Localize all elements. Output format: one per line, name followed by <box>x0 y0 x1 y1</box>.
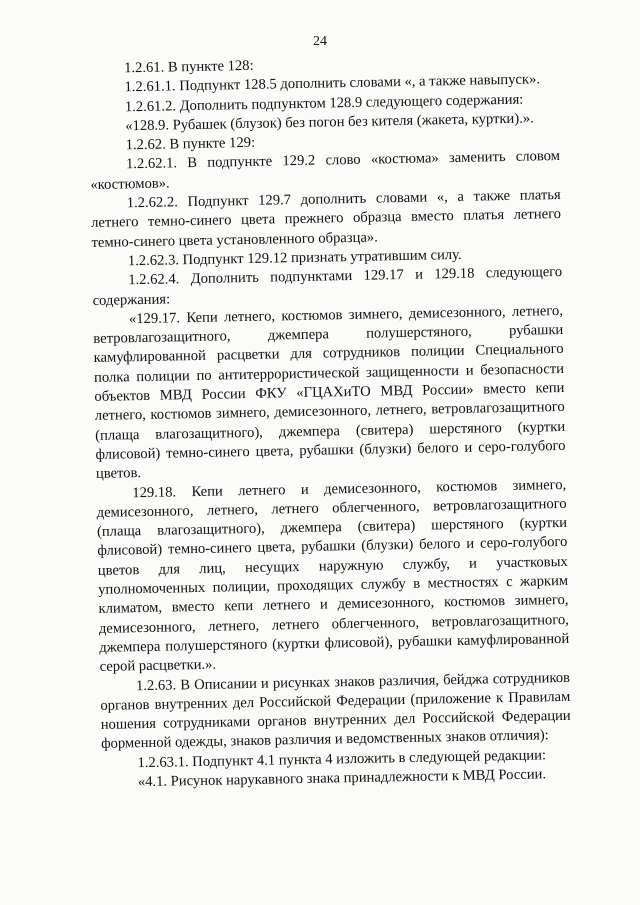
paragraph-1-2-61-1: 1.2.61.1. Подпункт 128.5 дополнить словами «, а также навыпуск». <box>124 71 541 96</box>
page-number: 24 <box>313 34 327 49</box>
paragraph-1-2-62-3: 1.2.62.3. Подпункт 129.12 признать утратившим силу. <box>127 246 462 270</box>
paragraph-4-1: «4.1. Рисунок нарукавного знака принадлежности к МВД России. <box>137 766 547 791</box>
paragraph-1-2-61-2: 1.2.61.2. Дополнить подпунктом 128.9 следующего содержания: <box>124 91 524 115</box>
document-body <box>88 51 572 793</box>
paragraph-1-2-63: 1.2.63. В Описании и рисунках знаков различия, бейджа сотрудников органов внутренних дел Российской Федерации (приложение к Правилам ношения сотрудниками органов внутренних дел Российской Федерации форменной одежды, знаков различия и ведомственных знаков отличия): <box>100 669 571 753</box>
paragraph-129-17: «129.17. Кепи летнего, костюмов зимнего, демисезонного, летнего, ветровлагозащитного, джемпера полушерстяного, рубашки камуфлированной расцветки для сотрудников полиции Специального полка полиции по антитеррористической защищенности и безопасности объектов МВД России ФКУ «ГЦАХиТО МВД России» вместо кепи летнего, костюмов зимнего, демисезонного, летнего, ветровлагозащитного (плаща влагозащитного), джемпера (свитера) шерстяного (куртки флисовой) темно-синего цвета, рубашки (блузки) белого и серо-голубого цветов. <box>93 302 566 483</box>
paragraph-1-2-62: 1.2.62. В пункте 129: <box>125 134 256 154</box>
paragraph-1-2-63-1: 1.2.63.1. Подпункт 4.1 пункта 4 изложить в следующей редакции: <box>137 747 547 771</box>
paragraph-128-9: «128.9. Рубашек (блузок) без погон без кителя (жакета, куртки).». <box>125 110 534 135</box>
paragraph-1-2-61: 1.2.61. В пункте 128: <box>124 57 254 77</box>
paragraph-129-18: 129.18. Кепи летнего и демисезонного, костюмов зимнего, демисезонного, летнего, летнего облегченного, ветровлагозащитного (плаща влагозащитного), джемпера (свитера) шерстяного (куртки флисовой) темно-синего цвета, рубашки (блузки) белого и серо-голубого цветов для лиц, несущих наружную службу, и участковых уполномоченных полиции, проходящих службу в местностях с жарким климатом, вместо кепи летнего и демисезонного, костюмов зимнего, демисезонного, летнего, летнего облегченного, ветровлагозащитного, джемпера полушерстяного (куртки флисовой), рубашки камуфлированной серой расцветки.». <box>96 476 570 676</box>
paragraph-1-2-62-2: 1.2.62.2. Подпункт 129.7 дополнить словами «, а также платья летнего темно-синего цвета прежнего образца вместо платья летнего темно-синего цвета установленного образца». <box>90 187 562 251</box>
paragraph-1-2-62-1: 1.2.62.1. В подпункте 129.2 слово «костюма» заменить словом «костюмов». <box>90 148 561 193</box>
paragraph-1-2-62-4: 1.2.62.4. Дополнить подпунктами 129.17 и 129.18 следующего содержания: <box>92 264 563 309</box>
